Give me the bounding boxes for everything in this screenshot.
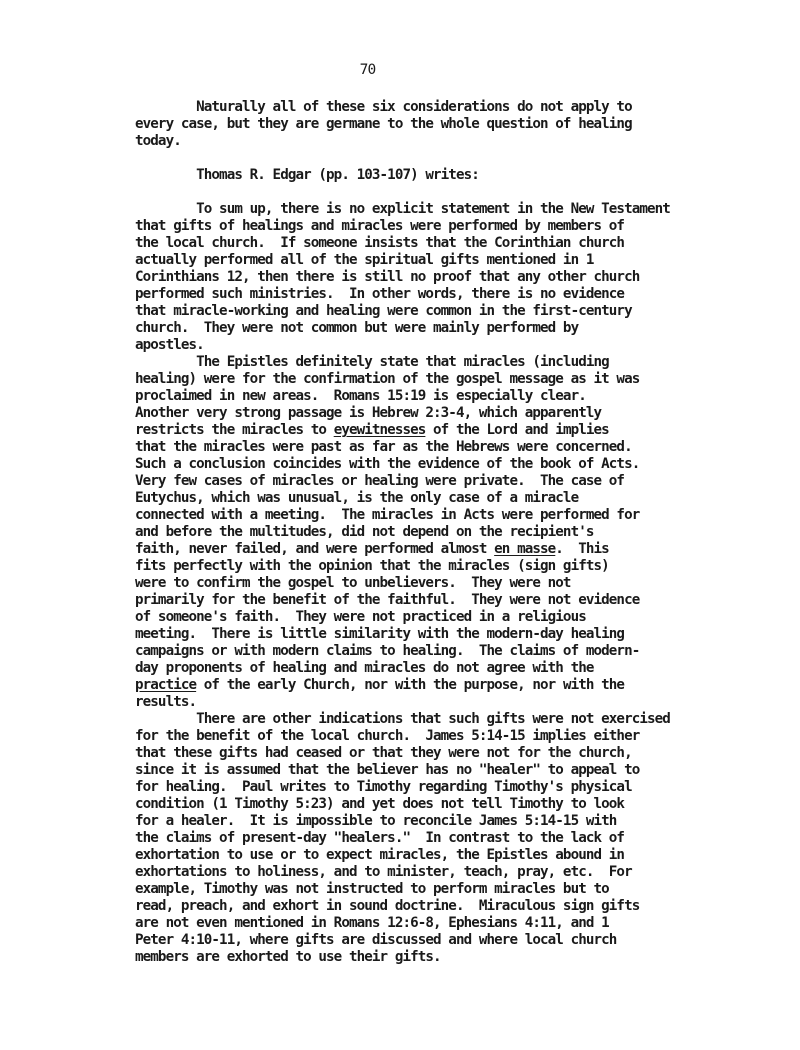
text-line [135, 660, 594, 677]
text-segment: healing) were for the confirmation of the gospel message as it was [135, 371, 640, 387]
text-segment: apostles. [135, 337, 204, 353]
text-segment: meeting. There is little similarity with the modern-day healing [135, 626, 625, 642]
text-line [135, 915, 609, 932]
text-segment: exhortations to holiness, and to minister, teach, pray, etc. For [135, 864, 632, 880]
text-line [135, 779, 632, 796]
text-line [135, 320, 578, 337]
text-segment: example, Timothy was not instructed to perform miracles but to [135, 881, 609, 897]
text-segment: that the miracles were past as far as the Hebrews were concerned. [135, 439, 632, 455]
text-segment: . This [555, 541, 609, 557]
text-segment: performed such ministries. In other words, there is no evidence [135, 286, 625, 302]
text-segment: for healing. Paul writes to Timothy regarding Timothy's physical [135, 779, 632, 795]
text-segment: There are other indications that such gifts were not exercised [135, 711, 670, 727]
text-line [135, 490, 578, 507]
text-line [135, 133, 181, 150]
text-segment: day proponents of healing and miracles do not agree with the [135, 660, 594, 676]
text-line [135, 371, 639, 388]
text-line [135, 337, 204, 354]
text-segment: since it is assumed that the believer has no "healer" to appeal to [135, 762, 640, 778]
text-segment: primarily for the benefit of the faithful. They were not evidence [135, 592, 640, 608]
text-line [135, 864, 632, 881]
text-line [135, 881, 609, 898]
text-line [135, 507, 639, 524]
text-line [135, 558, 609, 575]
text-line [135, 252, 594, 269]
text-line [135, 116, 632, 133]
text-segment: are not even mentioned in Romans 12:6-8, Ephesians 4:11, and 1 [135, 915, 609, 931]
text-segment: read, preach, and exhort in sound doctrine. Miraculous sign gifts [135, 898, 640, 914]
text-line [135, 677, 624, 694]
text-line [135, 711, 670, 728]
text-line [135, 745, 632, 762]
text-segment: Corinthians 12, then there is still no proof that any other church [135, 269, 640, 285]
text-line [135, 932, 616, 949]
text-line [135, 949, 441, 966]
text-segment: Naturally all of these six considerations do not apply to [135, 99, 632, 115]
underlined-text: eyewitnesses [333, 422, 426, 438]
text-line [135, 405, 601, 422]
text-segment: of the Lord and implies [425, 422, 609, 438]
text-line [135, 235, 624, 252]
text-line [135, 813, 616, 830]
text-line [135, 473, 624, 490]
text-line [135, 728, 639, 745]
text-line [135, 439, 632, 456]
text-line [135, 286, 624, 303]
text-segment: results. [135, 694, 197, 710]
text-segment: Another very strong passage is Hebrew 2:3-4, which apparently [135, 405, 602, 421]
text-line [135, 167, 479, 184]
text-segment: and before the multitudes, did not depend on the recipient's [135, 524, 594, 540]
text-segment: of the early Church, nor with the purpose, nor with the [196, 677, 625, 693]
text-segment: connected with a meeting. The miracles in Acts were performed for [135, 507, 640, 523]
text-segment: the claims of present-day "healers." In contrast to the lack of [135, 830, 625, 846]
text-line [135, 99, 632, 116]
text-line [135, 575, 571, 592]
text-line [135, 847, 624, 864]
text-line [135, 456, 639, 473]
text-line [135, 354, 609, 371]
text-segment: for a healer. It is impossible to reconcile James 5:14-15 with [135, 813, 617, 829]
page-number: 70 [359, 62, 376, 78]
text-line [135, 524, 594, 541]
text-segment: Very few cases of miracles or healing were private. The case of [135, 473, 625, 489]
text-segment: of someone's faith. They were not practiced in a religious [135, 609, 586, 625]
text-segment: today. [135, 133, 181, 149]
text-segment: actually performed all of the spiritual gifts mentioned in 1 [135, 252, 594, 268]
text-line [135, 898, 639, 915]
text-segment: restricts the miracles to [135, 422, 334, 438]
text-segment: the local church. If someone insists that the Corinthian church [135, 235, 625, 251]
text-line [135, 796, 624, 813]
text-segment: proclaimed in new areas. Romans 15:19 is especially clear. [135, 388, 586, 404]
text-segment: every case, but they are germane to the whole question of healing [135, 116, 632, 132]
text-line [135, 201, 670, 218]
text-segment: members are exhorted to use their gifts. [135, 949, 441, 965]
text-line [135, 303, 632, 320]
text-line [135, 388, 586, 405]
text-line [135, 643, 639, 660]
text-segment: exhortation to use or to expect miracles, the Epistles abound in [135, 847, 625, 863]
text-segment: Peter 4:10-11, where gifts are discussed and where local church [135, 932, 617, 948]
text-line [135, 694, 196, 711]
text-line [135, 541, 609, 558]
text-segment: that miracle-working and healing were common in the first-century [135, 303, 632, 319]
text-line [135, 269, 639, 286]
text-segment: fits perfectly with the opinion that the miracles (sign gifts) [135, 558, 609, 574]
text-line [135, 762, 639, 779]
text-line [135, 609, 586, 626]
text-segment: were to confirm the gospel to unbelievers. They were not [135, 575, 571, 591]
text-segment: church. They were not common but were mainly performed by [135, 320, 579, 336]
text-segment: for the benefit of the local church. James 5:14-15 implies either [135, 728, 640, 744]
text-segment: Such a conclusion coincides with the evidence of the book of Acts. [135, 456, 640, 472]
text-line [135, 422, 609, 439]
text-line [135, 218, 624, 235]
text-segment: Thomas R. Edgar (pp. 103-107) writes: [135, 167, 479, 183]
text-segment: that gifts of healings and miracles were performed by members of [135, 218, 625, 234]
underlined-text: en masse [494, 541, 556, 557]
text-segment: Eutychus, which was unusual, is the only case of a miracle [135, 490, 579, 506]
text-segment: To sum up, there is no explicit statement in the New Testament [135, 201, 670, 217]
text-line [135, 592, 639, 609]
text-line [135, 626, 624, 643]
text-segment: faith, never failed, and were performed almost [135, 541, 495, 557]
text-segment: campaigns or with modern claims to healing. The claims of modern- [135, 643, 640, 659]
text-segment: condition (1 Timothy 5:23) and yet does not tell Timothy to look [135, 796, 625, 812]
underlined-text: practice [135, 677, 197, 693]
text-segment: that these gifts had ceased or that they were not for the church, [135, 745, 632, 761]
text-segment: The Epistles definitely state that miracles (including [135, 354, 609, 370]
text-line [135, 830, 624, 847]
